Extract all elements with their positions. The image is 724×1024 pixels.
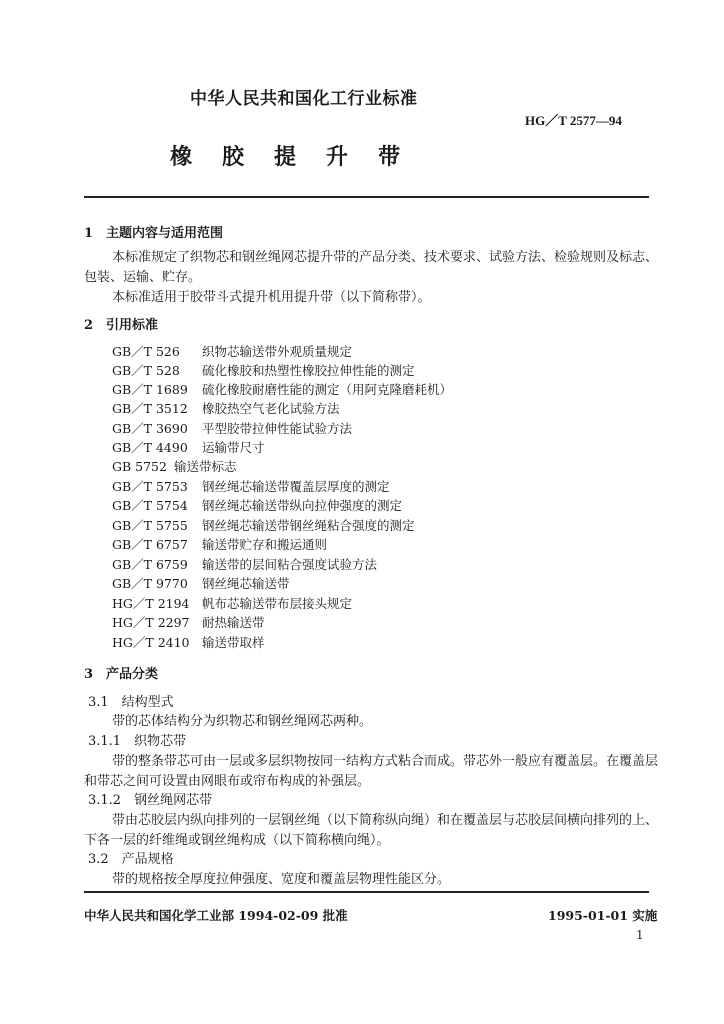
reference-title: 硫化橡胶耐磨性能的测定（用阿克隆磨耗机）: [202, 382, 453, 397]
title-divider: [84, 196, 649, 198]
section-1-para-2: 本标准适用于胶带斗式提升机用提升带（以下简称带）。: [112, 290, 431, 305]
reference-title: 钢丝绳芯输送带钢丝绳粘合强度的测定: [202, 518, 415, 533]
section-3-1-1-line-1: 带的整条带芯可由一层或多层织物按同一结构方式粘合而成。带芯外一般应有覆盖层。在覆盖层: [112, 754, 659, 769]
reference-title: 输送带贮存和搬运通则: [202, 537, 328, 552]
reference-item: [112, 380, 452, 398]
title-char: 带: [378, 144, 401, 170]
section-3-1-heading: 3.1 结构型式: [88, 695, 174, 710]
reference-code: GB 5752: [112, 459, 167, 474]
reference-item: [112, 613, 265, 631]
section-3-2-text: 带的规格按全厚度拉伸强度、宽度和覆盖层物理性能区分。: [112, 872, 451, 887]
reference-code: HG／T 2297: [112, 615, 190, 630]
reference-code: GB／T 6759: [112, 557, 188, 572]
reference-item: [112, 496, 402, 514]
reference-code: GB／T 3690: [112, 421, 188, 436]
reference-code: GB／T 3512: [112, 401, 188, 416]
standard-number: HG／T 2577—94: [525, 113, 622, 128]
section-3-1-2-heading: 3.1.2 钢丝绳网芯带: [88, 793, 213, 808]
reference-title: 帆布芯输送带布层接头规定: [202, 596, 353, 611]
reference-item: [112, 555, 377, 573]
reference-title: 钢丝绳芯输送带: [202, 576, 290, 591]
title-char: 升: [326, 144, 349, 170]
reference-title: 运输带尺寸: [202, 440, 265, 455]
reference-item: [112, 633, 265, 651]
section-1-heading: 1 主题内容与适用范围: [84, 226, 224, 241]
reference-item: [112, 342, 352, 360]
reference-code: GB／T 4490: [112, 440, 188, 455]
reference-item: [112, 535, 327, 553]
reference-item: [112, 457, 237, 475]
reference-code: GB／T 528: [112, 363, 180, 378]
title-char: 提: [274, 144, 297, 170]
reference-code: HG／T 2410: [112, 635, 190, 650]
reference-title: 输送带标志: [174, 459, 237, 474]
reference-item: [112, 594, 352, 612]
org-title: 中华人民共和国化工行业标准: [190, 89, 418, 109]
reference-code: GB／T 5755: [112, 518, 188, 533]
reference-title: 钢丝绳芯输送带纵向拉伸强度的测定: [202, 498, 403, 513]
reference-code: GB／T 1689: [112, 382, 188, 397]
reference-item: [112, 477, 390, 495]
reference-title: 橡胶热空气老化试验方法: [202, 401, 340, 416]
reference-title: 耐热输送带: [202, 615, 265, 630]
section-3-1-2-line-1: 带由芯胶层内纵向排列的一层钢丝绳（以下简称纵向绳）和在覆盖层与芯胶层间横向排列的上、: [112, 813, 659, 828]
reference-title: 钢丝绳芯输送带覆盖层厚度的测定: [202, 479, 390, 494]
title-char: 橡: [170, 144, 193, 170]
reference-code: GB／T 5754: [112, 498, 188, 513]
effective-date: 1995-01-01 实施: [548, 908, 658, 923]
reference-item: [112, 516, 415, 534]
reference-code: GB／T 5753: [112, 479, 188, 494]
section-2-heading: 2 引用标准: [84, 318, 159, 333]
section-3-heading: 3 产品分类: [84, 667, 159, 682]
reference-code: GB／T 6757: [112, 537, 188, 552]
reference-title: 平型胶带拉伸性能试验方法: [202, 421, 353, 436]
reference-code: HG／T 2194: [112, 596, 190, 611]
reference-item: [112, 574, 290, 592]
reference-title: 输送带的层间粘合强度试验方法: [202, 557, 378, 572]
footer-divider: [84, 891, 649, 893]
reference-title: 输送带取样: [202, 635, 265, 650]
reference-title: 织物芯输送带外观质量规定: [202, 344, 353, 359]
section-3-1-text: 带的芯体结构分为织物芯和钢丝绳网芯两种。: [112, 714, 373, 729]
title-char: 胶: [222, 144, 245, 170]
reference-item: [112, 361, 415, 379]
section-3-1-2-line-2: 下各一层的纤维绳或钢丝绳构成（以下简称横向绳）。: [84, 833, 390, 848]
reference-code: GB／T 526: [112, 344, 180, 359]
page-number: 1: [636, 928, 644, 942]
section-3-2-heading: 3.2 产品规格: [88, 852, 174, 867]
reference-item: [112, 419, 352, 437]
section-3-1-1-line-2: 和带芯之间可设置由网眼布或帘布构成的补强层。: [84, 774, 371, 789]
reference-item: [112, 399, 340, 417]
section-3-1-1-heading: 3.1.1 织物芯带: [88, 734, 187, 749]
section-1-para-1-line-2: 包装、运输、贮存。: [84, 270, 202, 285]
approval-note: 中华人民共和国化学工业部 1994-02-09 批准: [84, 908, 348, 923]
reference-title: 硫化橡胶和热塑性橡胶拉伸性能的测定: [202, 363, 415, 378]
reference-code: GB／T 9770: [112, 576, 188, 591]
document-title: [170, 140, 430, 171]
section-1-para-1-line-1: 本标准规定了织物芯和钢丝绳网芯提升带的产品分类、技术要求、试验方法、检验规则及标志、: [112, 250, 659, 265]
reference-item: [112, 438, 265, 456]
